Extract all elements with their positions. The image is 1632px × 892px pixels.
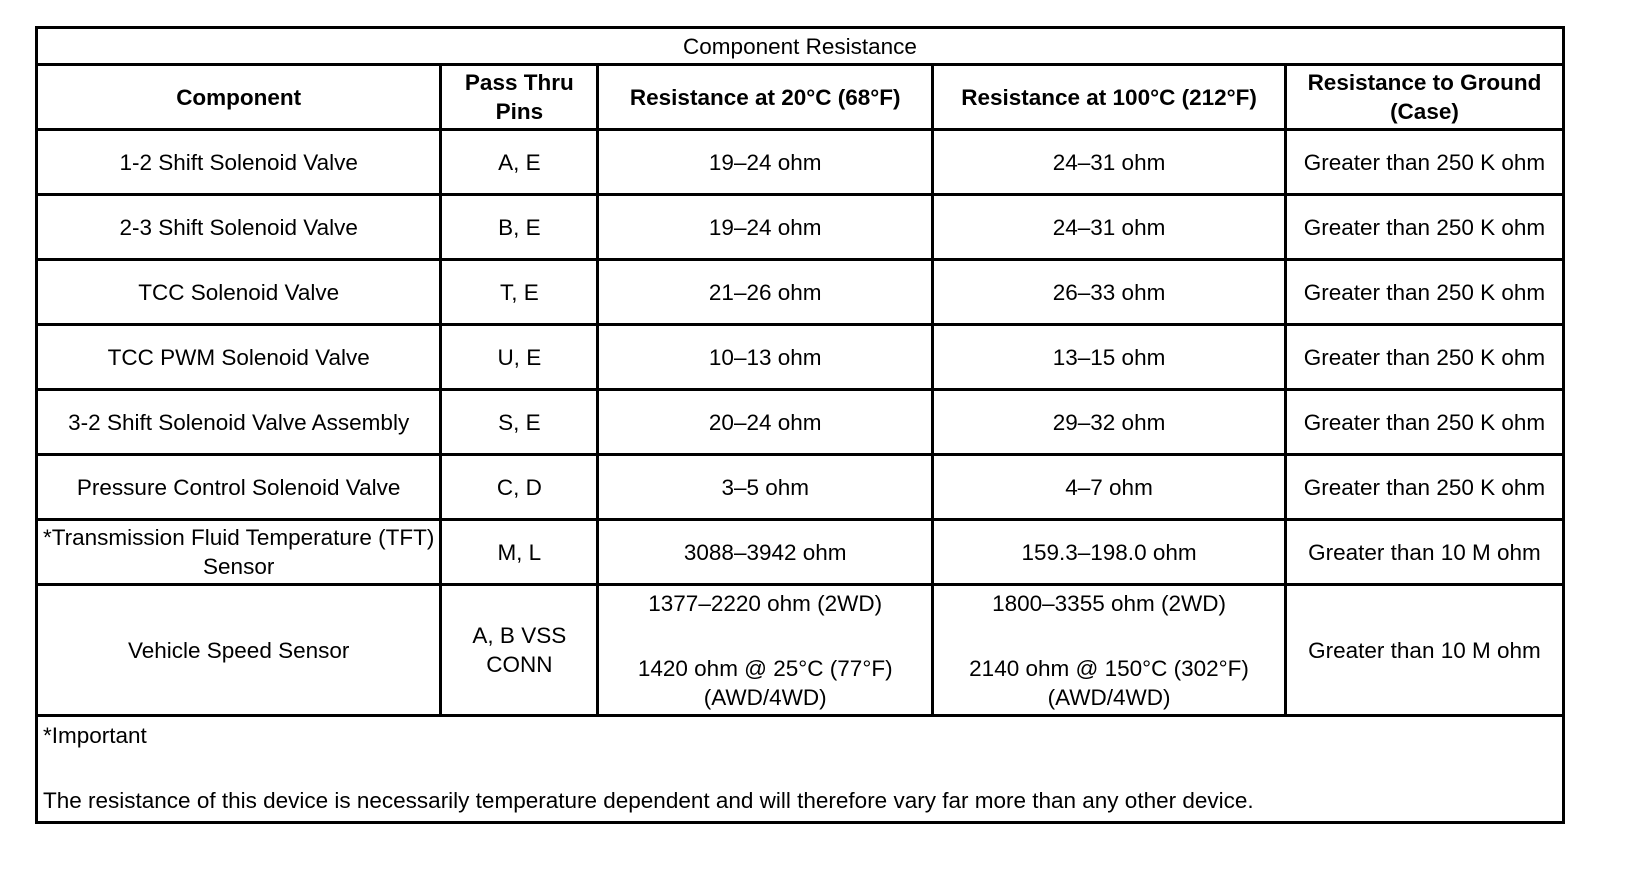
pins-cell: S, E [441,390,598,455]
resistance-100c-cell: 29–32 ohm [933,390,1286,455]
component-cell: TCC PWM Solenoid Valve [37,325,441,390]
pins-cell: A, E [441,130,598,195]
resistance-100c-cell: 26–33 ohm [933,260,1286,325]
resistance-20c-cell: 3088–3942 ohm [598,520,933,585]
ground-resistance-cell: Greater than 250 K ohm [1285,455,1563,520]
component-cell: 2-3 Shift Solenoid Valve [37,195,441,260]
component-cell: TCC Solenoid Valve [37,260,441,325]
table-row [37,520,1564,585]
pins-cell: T, E [441,260,598,325]
header-resistance-100c: Resistance at 100°C (212°F) [933,65,1286,130]
table-row [37,325,1564,390]
header-resistance-20c: Resistance at 20°C (68°F) [598,65,933,130]
resistance-20c-cell: 19–24 ohm [598,195,933,260]
resistance-100c-cell [933,585,1286,716]
ground-resistance-cell: Greater than 250 K ohm [1285,195,1563,260]
resistance-20c-cell: 3–5 ohm [598,455,933,520]
important-note-text: The resistance of this device is necessarily temperature dependent and will therefore vary far more than any other device. [43,788,1254,813]
important-note-title: *Important [43,723,147,748]
pins-cell: B, E [441,195,598,260]
resistance-100c-cell: 4–7 ohm [933,455,1286,520]
pins-cell: A, B VSS CONN [441,585,598,716]
resistance-20c-cell [598,585,933,716]
pins-cell: M, L [441,520,598,585]
resistance-100c-cell: 24–31 ohm [933,130,1286,195]
table-title: Component Resistance [37,28,1564,65]
header-resistance-to-ground: Resistance to Ground (Case) [1285,65,1563,130]
component-resistance-sheet [35,26,1565,824]
resistance-100c-cell: 24–31 ohm [933,195,1286,260]
ground-resistance-cell: Greater than 10 M ohm [1285,585,1563,716]
resistance-100c-2wd: 1800–3355 ohm (2WD) [992,590,1226,616]
component-cell: 3-2 Shift Solenoid Valve Assembly [37,390,441,455]
resistance-20c-cell: 10–13 ohm [598,325,933,390]
header-pass-thru-pins: Pass Thru Pins [441,65,598,130]
header-component: Component [37,65,441,130]
resistance-20c-awd: 1420 ohm @ 25°C (77°F) (AWD/4WD) [637,655,893,710]
component-resistance-table [35,26,1565,824]
resistance-100c-cell: 13–15 ohm [933,325,1286,390]
table-row [37,130,1564,195]
table-row [37,455,1564,520]
resistance-20c-cell: 20–24 ohm [598,390,933,455]
resistance-20c-cell: 19–24 ohm [598,130,933,195]
header-row [37,65,1564,130]
table-row-vehicle-speed-sensor [37,585,1564,716]
table-body [37,130,1564,823]
table-row [37,260,1564,325]
component-cell: *Transmission Fluid Temperature (TFT) Sensor [37,520,441,585]
resistance-20c-cell: 21–26 ohm [598,260,933,325]
resistance-20c-2wd: 1377–2220 ohm (2WD) [648,590,883,616]
resistance-100c-awd: 2140 ohm @ 150°C (302°F) (AWD/4WD) [969,655,1249,710]
important-note-row [37,716,1564,823]
table-row [37,195,1564,260]
pins-cell: C, D [441,455,598,520]
table-row [37,390,1564,455]
pins-cell: U, E [441,325,598,390]
component-cell: Vehicle Speed Sensor [37,585,441,716]
resistance-100c-cell: 159.3–198.0 ohm [933,520,1286,585]
ground-resistance-cell: Greater than 250 K ohm [1285,390,1563,455]
component-cell: Pressure Control Solenoid Valve [37,455,441,520]
ground-resistance-cell: Greater than 250 K ohm [1285,130,1563,195]
ground-resistance-cell: Greater than 10 M ohm [1285,520,1563,585]
important-note [37,716,1564,823]
component-cell: 1-2 Shift Solenoid Valve [37,130,441,195]
ground-resistance-cell: Greater than 250 K ohm [1285,325,1563,390]
ground-resistance-cell: Greater than 250 K ohm [1285,260,1563,325]
